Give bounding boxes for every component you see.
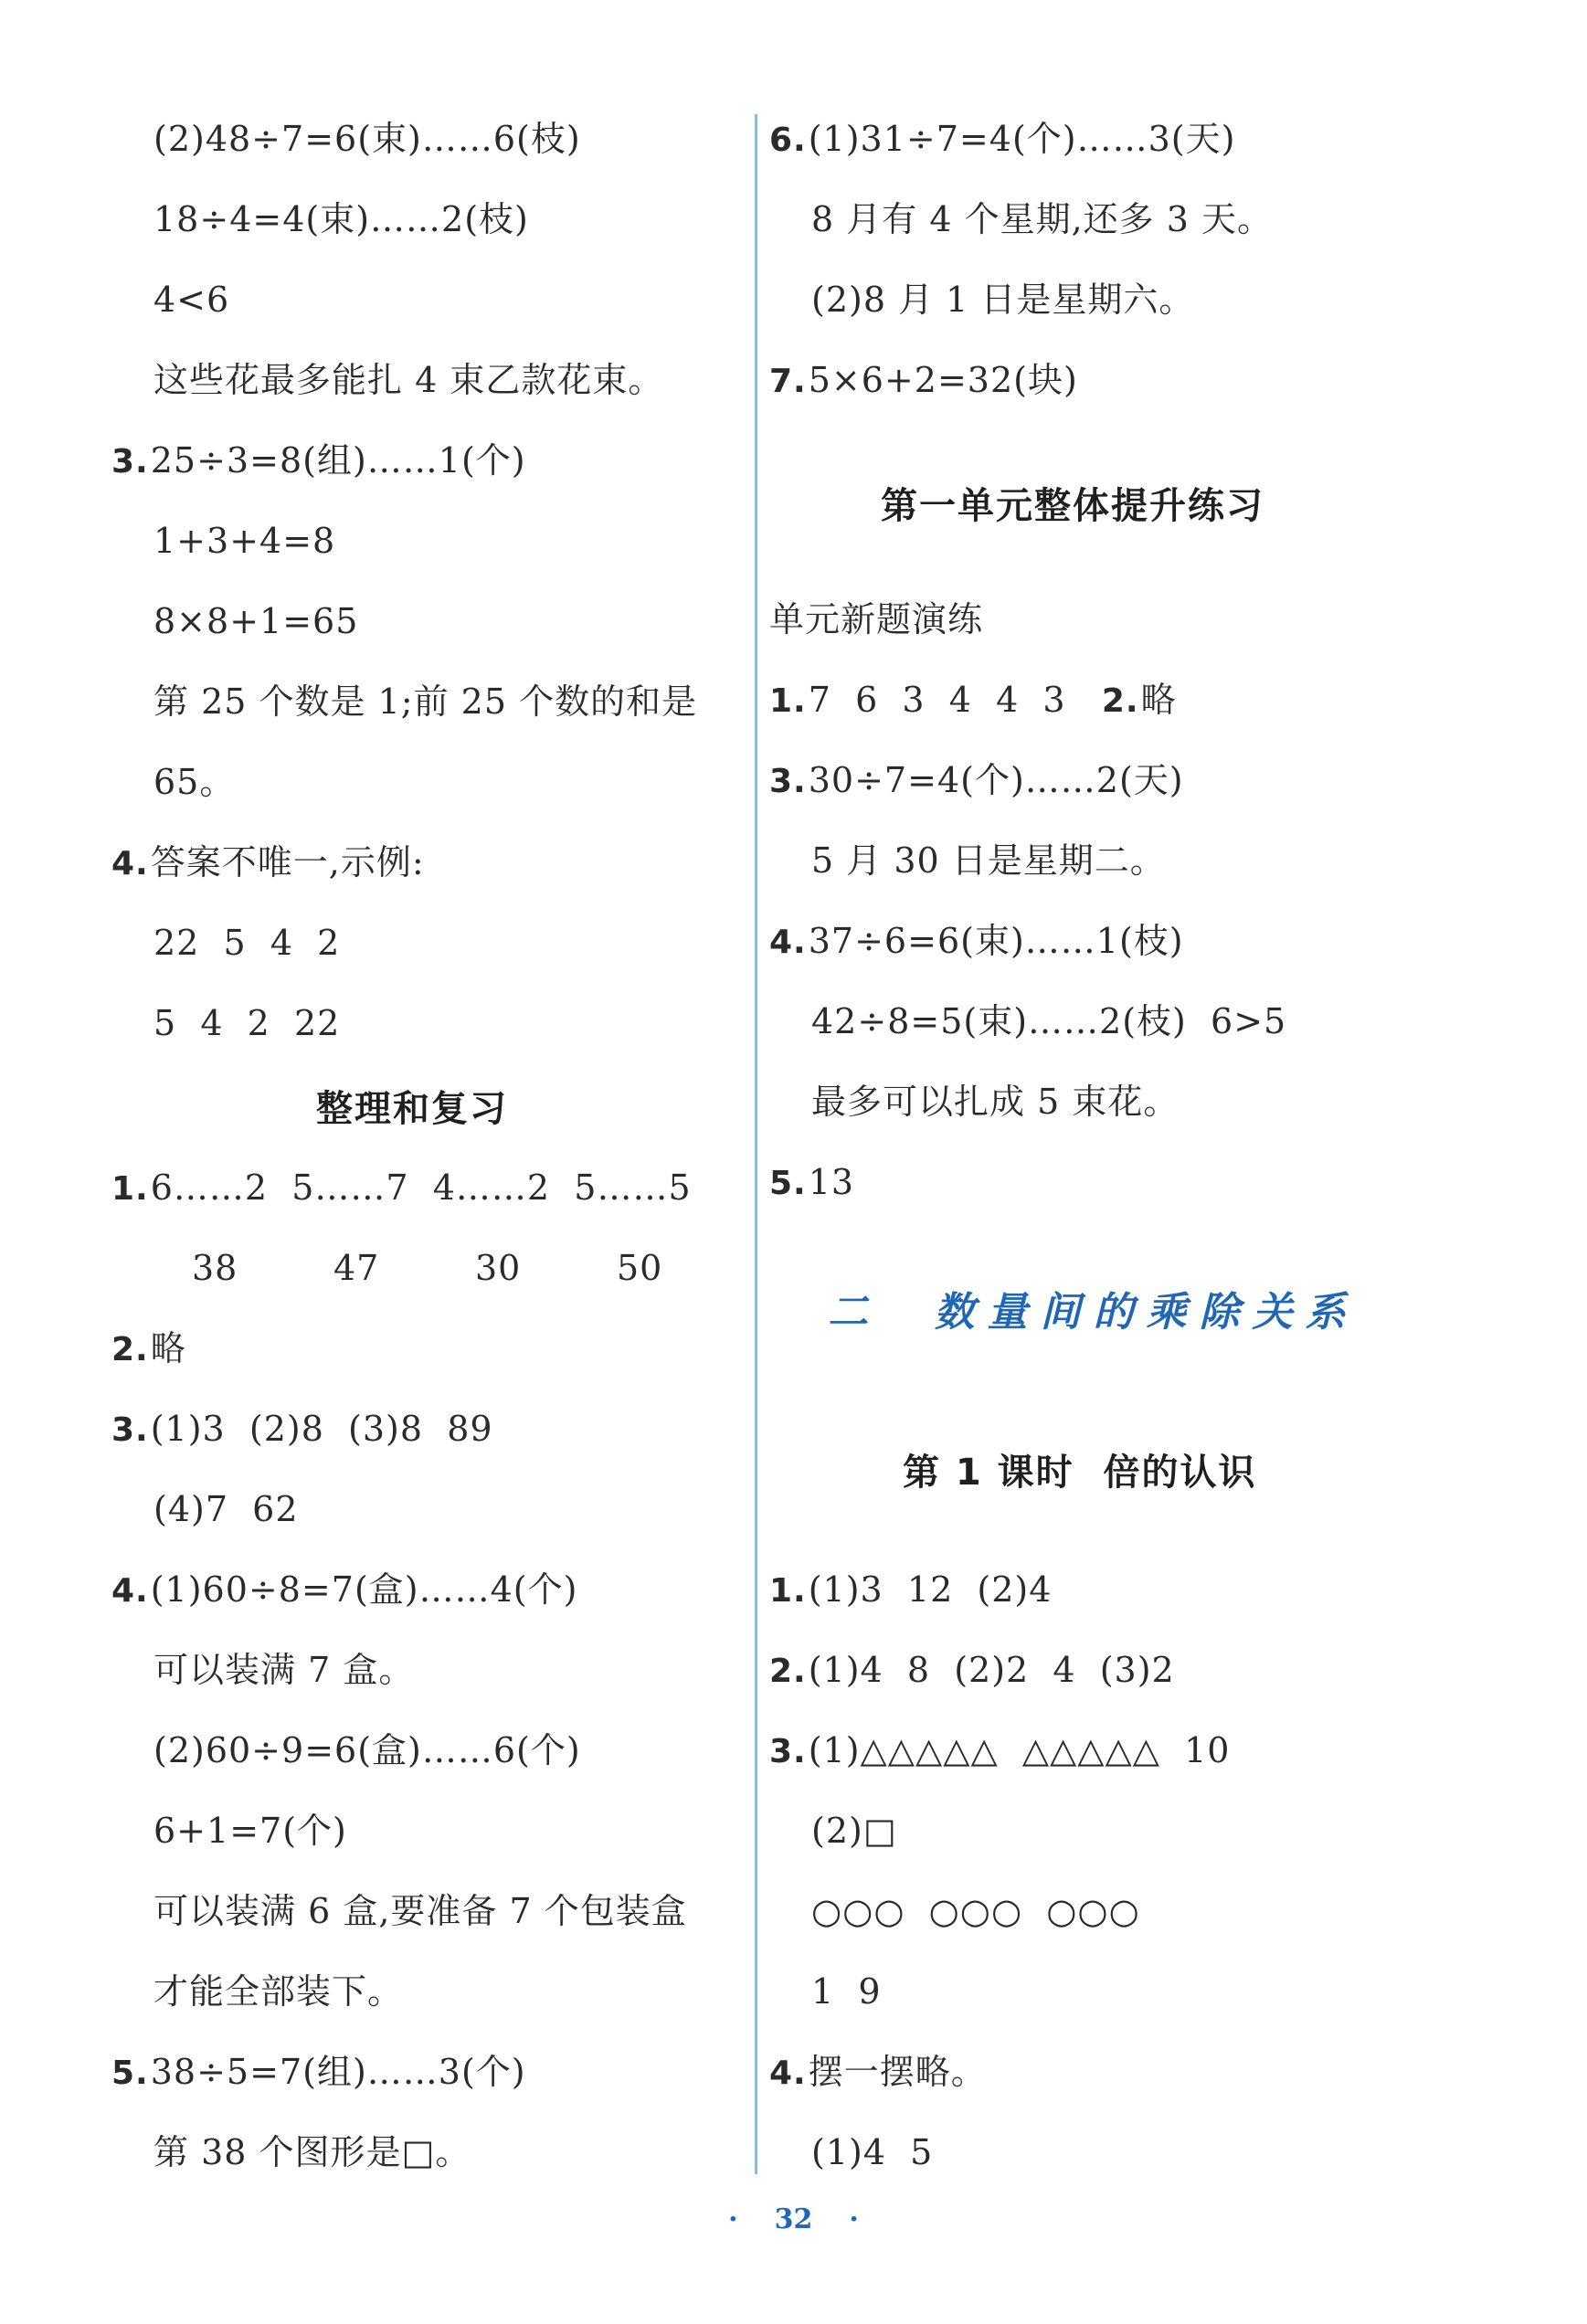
answer-line: 5 4 2 22 [153,1003,341,1043]
answer-line: 4.(1)60÷8=7(盒)……4(个) [111,1569,578,1610]
question-number: 4. [769,2055,807,2092]
answer-line: 1 9 [811,1971,882,2012]
answer-line: 4.37÷6=6(束)……1(枝) [769,921,1184,961]
answer-line: 6.(1)31÷7=4(个)……3(天) [769,119,1236,159]
answer-line: (2)8 月 1 日是星期六。 [811,280,1195,320]
question-number: 5. [769,1165,807,1202]
answer-line: (2)□ [811,1811,897,1851]
answer-line: 7.5×6+2=32(块) [769,360,1078,400]
question-number: 1. [111,1170,149,1208]
answer-line: 4.摆一摆略。 [769,2052,987,2092]
answer-line: 2.略 [111,1328,186,1368]
page-number: 32 [774,2203,813,2235]
footer-dot: · [728,2203,738,2235]
answer-line: 6+1=7(个) [153,1811,347,1851]
answer-line: 38 47 30 50 [192,1248,663,1288]
answer-line: 4.答案不唯一,示例: [111,842,425,882]
answer-line: (2)60÷9=6(盒)……6(个) [153,1730,581,1770]
question-number: 1. [769,1572,807,1610]
answer-line: 4<6 [153,280,230,320]
answer-line: 5 月 30 日是星期二。 [811,840,1166,881]
unit-title: 二 数量间的乘除关系 [828,1289,1359,1336]
question-number: 6. [769,121,807,159]
answer-line: ○○○ ○○○ ○○○ [811,1891,1140,1931]
answer-line: 18÷4=4(束)……2(枝) [153,199,529,239]
answer-line: 3.(1)△△△△△ △△△△△ 10 [769,1730,1231,1770]
lesson-heading: 第 1 课时 倍的认识 [903,1452,1257,1494]
question-number: 2. [111,1331,149,1368]
answer-line: 22 5 4 2 [153,923,341,963]
answer-line: 1.7 6 3 4 4 3 2.略 [769,680,1177,720]
section-heading: 整理和复习 [316,1088,508,1130]
section-heading: 第一单元整体提升练习 [881,485,1264,527]
answer-line: (2)48÷7=6(束)……6(枝) [153,119,581,159]
question-number: 2. [1101,682,1139,720]
sub-heading: 单元新题演练 [769,599,984,639]
question-number: 3. [769,763,807,800]
answer-line: 42÷8=5(束)……2(枝) 6>5 [811,1001,1287,1041]
answer-line: 1.6……2 5……7 4……2 5……5 [111,1167,692,1208]
question-number: 3. [111,1411,149,1449]
answer-line: 3.30÷7=4(个)……2(天) [769,760,1184,800]
column-divider [755,114,757,2174]
answer-line: 3.25÷3=8(组)……1(个) [111,440,526,481]
answer-line: 3.(1)3 (2)8 (3)8 89 [111,1409,493,1449]
answer-line: 可以装满 6 盒,要准备 7 个包装盒 [153,1891,687,1931]
answer-line: 1.(1)3 12 (2)4 [769,1569,1053,1610]
answer-line: (1)4 5 [811,2132,934,2172]
question-number: 4. [769,924,807,961]
footer-dot: · [849,2203,859,2235]
page-footer [0,2203,1587,2235]
answer-line: (4)7 62 [153,1489,299,1529]
answer-line: 第 38 个图形是□。 [153,2132,471,2172]
question-number: 4. [111,845,149,882]
answer-line: 5.13 [769,1162,855,1202]
answer-line: 最多可以扎成 5 束花。 [811,1082,1180,1122]
answer-line: 才能全部装下。 [153,1971,404,2012]
question-number: 4. [111,1572,149,1610]
answer-line: 2.(1)4 8 (2)2 4 (3)2 [769,1650,1175,1690]
answer-line: 1+3+4=8 [153,521,336,561]
question-number: 3. [769,1733,807,1770]
answer-line: 8 月有 4 个星期,还多 3 天。 [811,199,1274,239]
question-number: 2. [769,1653,807,1690]
question-number: 1. [769,682,807,720]
question-number: 3. [111,443,149,481]
answer-line: 这些花最多能扎 4 束乙款花束。 [153,360,664,400]
answer-line: 第 25 个数是 1;前 25 个数的和是 [153,681,698,722]
question-number: 7. [769,363,807,400]
answer-line: 5.38÷5=7(组)……3(个) [111,2052,526,2092]
answer-line: 65。 [153,762,236,802]
question-number: 5. [111,2055,149,2092]
answer-line: 可以装满 7 盒。 [153,1650,415,1690]
answer-line: 8×8+1=65 [153,601,359,641]
